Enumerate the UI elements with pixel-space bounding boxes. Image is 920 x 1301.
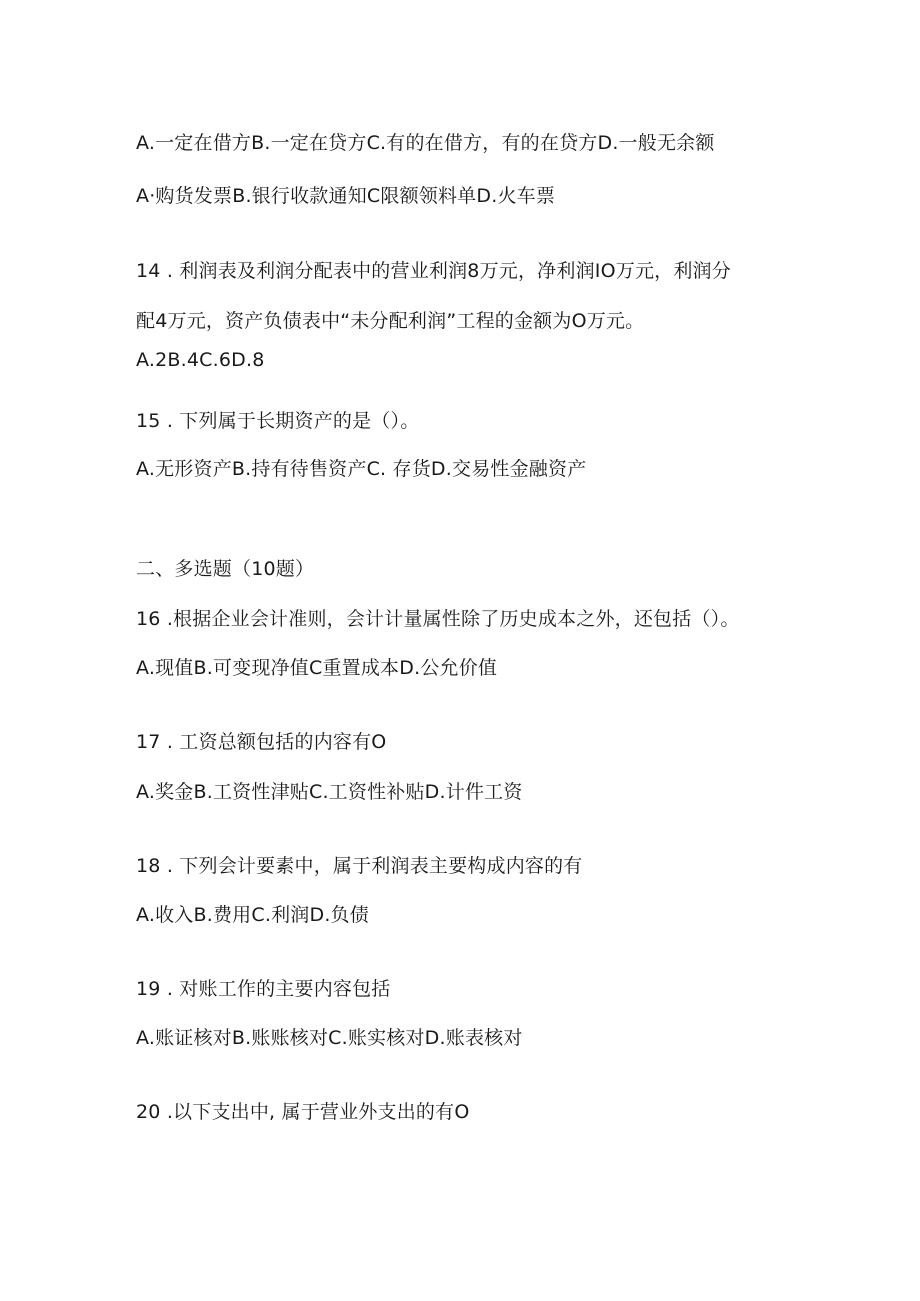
q15-options: A.无形资产B.持有待售资产C. 存货D.交易性金融资产 <box>136 458 587 480</box>
q14-question-line1: 14 . 利润表及利润分配表中的营业利润8万元，净利润IO万元，利润分 <box>136 260 731 282</box>
q16-question: 16 .根据企业会计准则，会计计量属性除了历史成本之外，还包括（）。 <box>136 608 740 630</box>
q19-options: A.账证核对B.账账核对C.账实核对D.账表核对 <box>136 1027 523 1049</box>
q15-question: 15 . 下列属于长期资产的是（）。 <box>136 410 420 432</box>
q17-question: 17 . 工资总额包括的内容有O <box>136 731 387 753</box>
section-heading: 二、多选题（10题） <box>136 558 315 580</box>
q13-options: A.一定在借方B.一定在贷方C.有的在借方，有的在贷方D.一般无余额 <box>136 132 715 154</box>
q14-options: A.2B.4C.6D.8 <box>136 349 265 371</box>
q16-options: A.现值B.可变现净值C重置成本D.公允价值 <box>136 657 498 679</box>
q18-question: 18 . 下列会计要素中，属于利润表主要构成内容的有 <box>136 855 583 877</box>
q13b-options: A·购货发票B.银行收款通知C限额领料单D.火车票 <box>136 185 556 207</box>
q18-options: A.收入B.费用C.利润D.负债 <box>136 904 369 926</box>
q19-question: 19 . 对账工作的主要内容包括 <box>136 978 391 1000</box>
q20-question: 20 .以下支出中, 属于营业外支出的有O <box>136 1101 470 1123</box>
q17-options: A.奖金B.工资性津贴C.工资性补贴D.计件工资 <box>136 781 523 803</box>
q14-question-line2: 配4万元，资产负债表中“未分配利润”工程的金额为O万元。 <box>136 310 645 332</box>
